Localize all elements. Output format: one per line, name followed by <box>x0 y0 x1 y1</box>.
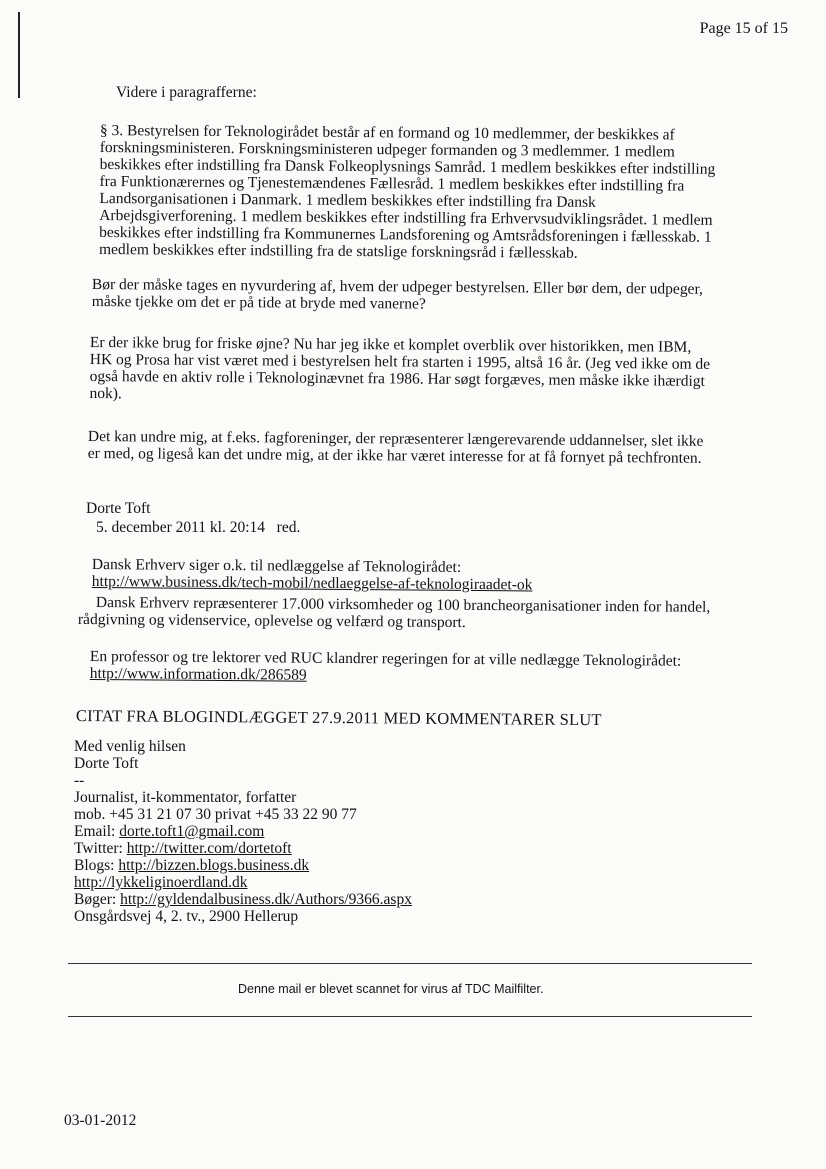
books-row <box>74 891 412 908</box>
citat-heading: CITAT FRA BLOGINDLÆGGET 27.9.2011 MED KOMMENTARER SLUT <box>75 706 602 730</box>
dansk-erhverv-repraesenterer: Dansk Erhverv repræsenterer 17.000 virksomheder og 100 brancheorganisationer inden for handel, <box>95 594 711 616</box>
signature-name: Dorte Toft <box>74 755 139 772</box>
blogs-label: Blogs: <box>74 857 119 874</box>
phone-numbers: mob. +45 31 21 07 30 privat +45 33 22 90 77 <box>74 806 357 823</box>
books-link[interactable]: http://gyldendalbusiness.dk/Authors/9366.aspx <box>120 891 412 908</box>
email-link[interactable]: dorte.toft1@gmail.com <box>119 823 265 840</box>
twitter-link[interactable]: http://twitter.com/dortetoft <box>126 840 292 857</box>
footer-date: 03-01-2012 <box>64 1112 137 1129</box>
comment-timestamp <box>96 519 300 536</box>
comment-author: Dorte Toft <box>86 500 151 517</box>
paragraph-friske-ojne: Er der ikke brug for friske øjne? Nu har jeg ikke et komplet overblik over historikken, men IBM, HK og Prosa har vist været med i bestyrelsen helt fra starten i 1995, altså 16 år. (Jeg ved ikke om de også havde en aktiv rolle i Teknologinævnet fra 1986. Har søgt forgæves, men måske ikke ihærdigt nok). <box>89 334 711 403</box>
greeting: Med venlig hilsen <box>74 738 186 755</box>
paragraph-section-3: § 3. Bestyrelsen for Teknologirådet består af en formand og 10 medlemmer, der beskikkes af forskningsministeren. Forskningsministeren udpeger formanden og 3 medlemmer. 1 medlem beskikkes efter indstilling fra Dansk Folkeoplysnings Samråd. 1 medlem beskikkes efter indstilling fra Funktionærernes og Tjenestemændenes Fællesråd. 1 medlem beskikkes efter indstilling fra Landsorganisationen i Danmark. 1 medlem beskikkes efter indstilling fra Dansk Arbejdsgiverforening. 1 medlem beskikkes efter indstilling fra Erhvervsudviklingsrådet. 1 medlem beskikkes efter indstilling fra Kommunernes Landsforening og Amtsrådsforeningen i fællesskab. 1 medlem beskikkes efter indstilling fra de statslige forskningsråd i fællesskab. <box>98 122 716 262</box>
divider-top <box>68 963 752 964</box>
page-number: Page 15 of 15 <box>699 20 788 37</box>
intro-text: Videre i paragrafferne: <box>116 84 257 101</box>
margin-line <box>18 12 20 98</box>
ruc-line: En professor og tre lektorer ved RUC klandrer regeringen for at ville nedlægge Teknologirådet: <box>89 648 682 670</box>
twitter-row <box>74 840 412 857</box>
email-row <box>74 823 412 840</box>
comment-red: red. <box>276 519 301 536</box>
ruc-block <box>90 648 682 687</box>
dansk-erhverv-line: Dansk Erhverv siger o.k. til nedlæggelse af Teknologirådet: <box>91 556 462 576</box>
books-label: Bøger: <box>74 891 121 908</box>
dansk-erhverv-block <box>92 556 533 593</box>
address: Onsgårdsvej 4, 2. tv., 2900 Hellerup <box>74 908 299 925</box>
blog-link-bizzen[interactable]: http://bizzen.blogs.business.dk <box>118 857 310 874</box>
dansk-erhverv-link[interactable]: http://www.business.dk/tech-mobil/nedlaeggelse-af-teknologiraadet-ok <box>91 572 533 594</box>
paragraph-nyvurdering: Bør der måske tages en nyvurdering af, hvem der udpeger bestyrelsen. Eller bør dem, der udpeger, måske tjekke om det er på tide at bryde med vanerne? <box>91 276 703 313</box>
blog-link-lykkelig[interactable]: http://lykkeliginoerdland.dk <box>74 874 248 891</box>
comment-date: 5. december 2011 kl. 20:14 <box>96 519 266 536</box>
ruc-link[interactable]: http://www.information.dk/286589 <box>89 664 307 684</box>
blogs-row <box>74 857 412 874</box>
email-label: Email: <box>74 823 120 840</box>
twitter-label: Twitter: <box>74 840 127 857</box>
blog2-row <box>74 874 412 891</box>
paragraph-fagforeninger: Det kan undre mig, at f.eks. fagforeninger, der repræsenterer længerevarende uddannelser, slet ikke er med, og ligeså kan det undre mig, at der ikke har været interesse for at få fornyet på techfronten. <box>87 428 704 467</box>
virus-notice: Denne mail er blevet scannet for virus af TDC Mailfilter. <box>238 982 544 996</box>
signature-separator: -- <box>74 772 85 789</box>
divider-bottom <box>68 1016 752 1017</box>
dansk-erhverv-sectors: rådgivning og videnservice, oplevelse og velfærd og transport. <box>77 611 466 632</box>
signature-title: Journalist, it-kommentator, forfatter <box>74 789 297 806</box>
signature-block <box>74 738 412 925</box>
